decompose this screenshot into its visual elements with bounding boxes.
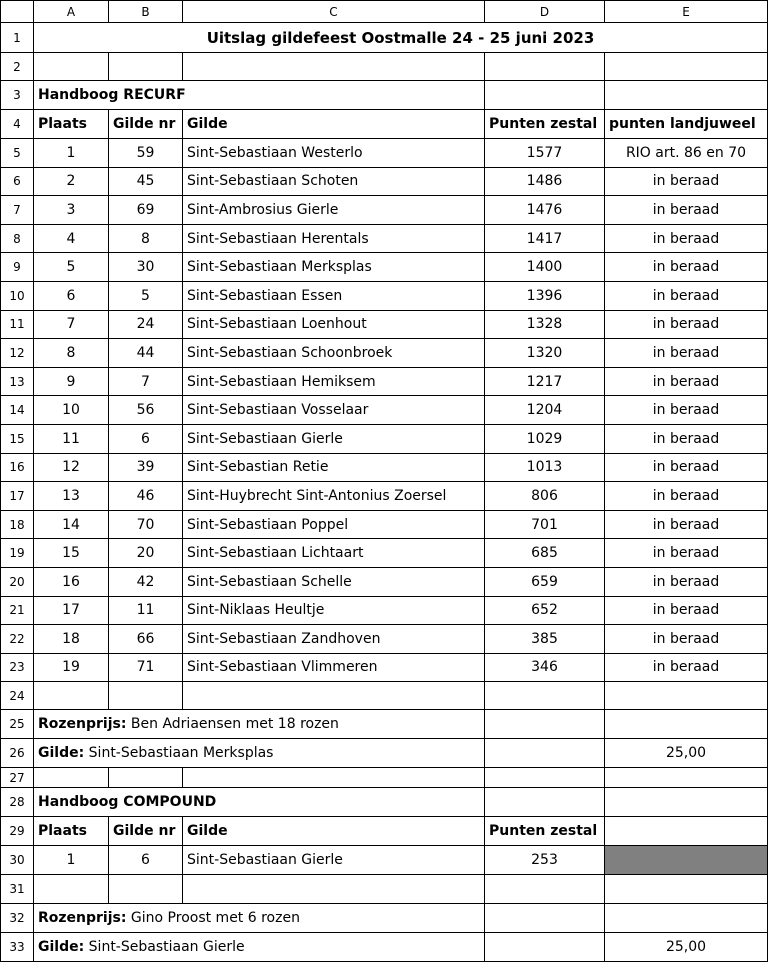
cell-gilde[interactable]: Sint-Sebastiaan Herentals (183, 224, 485, 253)
header-plaats[interactable]: Plaats (34, 817, 109, 846)
compound-gilde-cell[interactable] (34, 933, 485, 962)
cell[interactable] (485, 875, 605, 904)
recurve-header-row (1, 110, 768, 139)
sheet-row-1 (1, 23, 768, 53)
cell-punten[interactable]: 1486 (485, 167, 605, 196)
cell-plaats[interactable]: 6 (34, 281, 109, 310)
table-row (1, 253, 768, 282)
cell[interactable] (605, 768, 768, 788)
shaded-cell[interactable] (605, 846, 768, 875)
header-punten-zestal[interactable]: Punten zestal (485, 110, 605, 139)
row-number[interactable]: 29 (1, 817, 34, 846)
cell-punten[interactable]: 1217 (485, 367, 605, 396)
table-row (1, 653, 768, 682)
cell-gilde[interactable]: Sint-Sebastiaan Merksplas (183, 253, 485, 282)
cell-gilde-nr[interactable]: 6 (109, 424, 183, 453)
cell-gilde-nr[interactable]: 8 (109, 224, 183, 253)
sheet-row-28 (1, 788, 768, 817)
cell[interactable] (605, 710, 768, 739)
row-number[interactable]: 18 (1, 510, 34, 539)
header-plaats[interactable]: Plaats (34, 110, 109, 139)
cell-punten[interactable]: 1476 (485, 196, 605, 225)
cell-plaats[interactable]: 1 (34, 846, 109, 875)
cell-gilde-nr[interactable]: 6 (109, 846, 183, 875)
cell-landjuweel[interactable]: in beraad (605, 396, 768, 425)
cell-gilde-nr[interactable]: 46 (109, 482, 183, 511)
table-row (1, 167, 768, 196)
cell-gilde-nr[interactable]: 44 (109, 339, 183, 368)
cell[interactable] (485, 53, 605, 81)
cell[interactable] (109, 875, 183, 904)
sheet-row-31 (1, 875, 768, 904)
cell-gilde-nr[interactable]: 20 (109, 539, 183, 568)
cell-punten[interactable]: 1400 (485, 253, 605, 282)
cell-plaats[interactable]: 8 (34, 339, 109, 368)
cell-landjuweel[interactable]: in beraad (605, 167, 768, 196)
row-number[interactable]: 8 (1, 224, 34, 253)
cell-punten[interactable]: 1328 (485, 310, 605, 339)
cell-gilde-nr[interactable]: 66 (109, 625, 183, 654)
row-number[interactable]: 12 (1, 339, 34, 368)
row-number[interactable]: 10 (1, 281, 34, 310)
sheet-title[interactable]: Uitslag gildefeest Oostmalle 24 - 25 juni 2023 (34, 23, 768, 53)
cell-punten[interactable]: 1204 (485, 396, 605, 425)
row-number[interactable]: 9 (1, 253, 34, 282)
row-number[interactable]: 33 (1, 933, 34, 962)
cell[interactable] (605, 788, 768, 817)
cell-plaats[interactable]: 10 (34, 396, 109, 425)
cell-landjuweel[interactable]: in beraad (605, 339, 768, 368)
cell-plaats[interactable]: 5 (34, 253, 109, 282)
cell-plaats[interactable]: 13 (34, 482, 109, 511)
cell-punten[interactable]: 1320 (485, 339, 605, 368)
column-header-e[interactable]: E (605, 1, 768, 23)
table-row (1, 424, 768, 453)
column-header-b[interactable]: B (109, 1, 183, 23)
cell-landjuweel[interactable]: in beraad (605, 424, 768, 453)
cell-landjuweel[interactable]: in beraad (605, 253, 768, 282)
recurve-gilde-amount[interactable]: 25,00 (605, 739, 768, 768)
cell-gilde[interactable]: Sint-Sebastiaan Lichtaart (183, 539, 485, 568)
cell-landjuweel[interactable]: in beraad (605, 281, 768, 310)
cell-gilde-nr[interactable]: 45 (109, 167, 183, 196)
row-number[interactable]: 26 (1, 739, 34, 768)
row-number[interactable]: 2 (1, 53, 34, 81)
column-header-a[interactable]: A (34, 1, 109, 23)
cell-gilde-nr[interactable]: 69 (109, 196, 183, 225)
cell[interactable] (605, 904, 768, 933)
column-header-row (1, 1, 768, 23)
sheet-row-27 (1, 768, 768, 788)
cell-gilde-nr[interactable]: 70 (109, 510, 183, 539)
cell-punten[interactable]: 1013 (485, 453, 605, 482)
cell-gilde-nr[interactable]: 7 (109, 367, 183, 396)
cell-gilde[interactable]: Sint-Sebastiaan Westerlo (183, 139, 485, 168)
cell-gilde[interactable]: Sint-Sebastiaan Gierle (183, 846, 485, 875)
cell-gilde[interactable]: Sint-Sebastiaan Poppel (183, 510, 485, 539)
cell-punten[interactable]: 346 (485, 653, 605, 682)
row-number[interactable]: 14 (1, 396, 34, 425)
cell-landjuweel[interactable]: in beraad (605, 625, 768, 654)
cell-landjuweel[interactable]: in beraad (605, 482, 768, 511)
cell-gilde-nr[interactable]: 11 (109, 596, 183, 625)
cell-punten[interactable]: 1396 (485, 281, 605, 310)
row-number[interactable]: 30 (1, 846, 34, 875)
sheet-row-32 (1, 904, 768, 933)
table-row (1, 224, 768, 253)
cell-landjuweel[interactable]: in beraad (605, 567, 768, 596)
cell[interactable] (485, 768, 605, 788)
cell-landjuweel[interactable]: RIO art. 86 en 70 (605, 139, 768, 168)
cell-landjuweel[interactable]: in beraad (605, 196, 768, 225)
row-number[interactable]: 16 (1, 453, 34, 482)
cell-landjuweel[interactable]: in beraad (605, 224, 768, 253)
table-row (1, 846, 768, 875)
gilde-value: Sint-Sebastiaan Gierle (84, 939, 245, 956)
column-header-d[interactable]: D (485, 1, 605, 23)
cell[interactable] (485, 904, 605, 933)
table-row (1, 596, 768, 625)
gilde-label: Gilde: (38, 745, 85, 762)
compound-gilde-amount[interactable]: 25,00 (605, 933, 768, 962)
gilde-value: Sint-Sebastiaan Merksplas (84, 745, 274, 762)
table-row (1, 139, 768, 168)
cell[interactable] (183, 682, 485, 710)
cell[interactable] (109, 768, 183, 788)
cell-gilde[interactable]: Sint-Huybrecht Sint-Antonius Zoersel (183, 482, 485, 511)
row-number[interactable]: 23 (1, 653, 34, 682)
cell-gilde[interactable]: Sint-Sebastiaan Schelle (183, 567, 485, 596)
cell-punten[interactable]: 253 (485, 846, 605, 875)
rozenprijs-value: Ben Adriaensen met 18 rozen (126, 716, 339, 733)
row-number[interactable]: 1 (1, 23, 34, 53)
sheet-row-24 (1, 682, 768, 710)
cell-plaats[interactable]: 19 (34, 653, 109, 682)
cell[interactable] (605, 682, 768, 710)
cell-plaats[interactable]: 3 (34, 196, 109, 225)
cell-punten[interactable]: 385 (485, 625, 605, 654)
row-number[interactable]: 11 (1, 310, 34, 339)
sheet-row-2 (1, 53, 768, 81)
cell[interactable] (183, 875, 485, 904)
cell-plaats[interactable]: 1 (34, 139, 109, 168)
rozenprijs-value: Gino Proost met 6 rozen (126, 910, 300, 927)
cell-punten[interactable]: 659 (485, 567, 605, 596)
cell-gilde[interactable]: Sint-Sebastian Retie (183, 453, 485, 482)
table-row (1, 396, 768, 425)
row-number[interactable]: 13 (1, 367, 34, 396)
cell-plaats[interactable]: 12 (34, 453, 109, 482)
cell-punten[interactable]: 1577 (485, 139, 605, 168)
recurve-results (1, 139, 768, 682)
cell-punten[interactable]: 652 (485, 596, 605, 625)
cell-gilde[interactable]: Sint-Sebastiaan Vosselaar (183, 396, 485, 425)
row-number[interactable]: 19 (1, 539, 34, 568)
cell[interactable] (605, 53, 768, 81)
row-number[interactable]: 5 (1, 139, 34, 168)
table-row (1, 539, 768, 568)
cell[interactable] (34, 53, 109, 81)
row-number[interactable]: 32 (1, 904, 34, 933)
header-gilde-nr[interactable]: Gilde nr (109, 817, 183, 846)
table-row (1, 482, 768, 511)
cell-gilde-nr[interactable]: 42 (109, 567, 183, 596)
cell-plaats[interactable]: 15 (34, 539, 109, 568)
table-row (1, 367, 768, 396)
cell[interactable] (485, 682, 605, 710)
cell-gilde[interactable]: Sint-Sebastiaan Schoonbroek (183, 339, 485, 368)
cell[interactable] (485, 710, 605, 739)
sheet-row-25 (1, 710, 768, 739)
cell[interactable] (605, 81, 768, 110)
row-number[interactable]: 17 (1, 482, 34, 511)
row-number[interactable]: 21 (1, 596, 34, 625)
rozenprijs-label: Rozenprijs: (38, 910, 127, 927)
sheet-row-26 (1, 739, 768, 768)
cell-plaats[interactable]: 17 (34, 596, 109, 625)
cell-plaats[interactable]: 9 (34, 367, 109, 396)
table-row (1, 196, 768, 225)
header-gilde[interactable]: Gilde (183, 817, 485, 846)
table-row (1, 567, 768, 596)
cell[interactable] (605, 817, 768, 846)
cell-gilde-nr[interactable]: 71 (109, 653, 183, 682)
row-number[interactable]: 27 (1, 768, 34, 788)
header-punten-zestal[interactable]: Punten zestal (485, 817, 605, 846)
cell-landjuweel[interactable]: in beraad (605, 453, 768, 482)
cell-punten[interactable]: 806 (485, 482, 605, 511)
cell-gilde[interactable]: Sint-Sebastiaan Schoten (183, 167, 485, 196)
cell-landjuweel[interactable]: in beraad (605, 596, 768, 625)
cell-punten[interactable]: 1417 (485, 224, 605, 253)
cell-gilde-nr[interactable]: 59 (109, 139, 183, 168)
cell-gilde-nr[interactable]: 30 (109, 253, 183, 282)
cell[interactable] (183, 768, 485, 788)
cell-gilde[interactable]: Sint-Sebastiaan Essen (183, 281, 485, 310)
cell[interactable] (485, 933, 605, 962)
cell-gilde-nr[interactable]: 24 (109, 310, 183, 339)
cell-plaats[interactable]: 7 (34, 310, 109, 339)
cell-gilde[interactable]: Sint-Sebastiaan Zandhoven (183, 625, 485, 654)
row-number[interactable]: 28 (1, 788, 34, 817)
cell-landjuweel[interactable]: in beraad (605, 367, 768, 396)
cell[interactable] (34, 768, 109, 788)
gilde-label: Gilde: (38, 939, 85, 956)
cell-plaats[interactable]: 11 (34, 424, 109, 453)
cell[interactable] (485, 81, 605, 110)
header-punten-landjuweel[interactable]: punten landjuweel (605, 110, 768, 139)
table-row (1, 310, 768, 339)
cell-punten[interactable]: 1029 (485, 424, 605, 453)
cell-landjuweel[interactable]: in beraad (605, 510, 768, 539)
cell[interactable] (485, 788, 605, 817)
sheet-row-33 (1, 933, 768, 962)
cell-gilde-nr[interactable]: 56 (109, 396, 183, 425)
row-number[interactable]: 3 (1, 81, 34, 110)
cell[interactable] (605, 875, 768, 904)
cell[interactable] (183, 53, 485, 81)
cell-plaats[interactable]: 14 (34, 510, 109, 539)
header-gilde[interactable]: Gilde (183, 110, 485, 139)
row-number[interactable]: 22 (1, 625, 34, 654)
cell[interactable] (34, 875, 109, 904)
table-row (1, 625, 768, 654)
select-all-corner[interactable] (1, 1, 34, 23)
column-header-c[interactable]: C (183, 1, 485, 23)
cell-gilde[interactable]: Sint-Sebastiaan Gierle (183, 424, 485, 453)
cell-gilde[interactable]: Sint-Sebastiaan Hemiksem (183, 367, 485, 396)
cell-plaats[interactable]: 4 (34, 224, 109, 253)
cell-landjuweel[interactable]: in beraad (605, 539, 768, 568)
recurve-section-label[interactable]: Handboog RECURF (34, 81, 485, 110)
cell-gilde[interactable]: Sint-Sebastiaan Vlimmeren (183, 653, 485, 682)
compound-section-label[interactable]: Handboog COMPOUND (34, 788, 485, 817)
cell-gilde[interactable]: Sint-Niklaas Heultje (183, 596, 485, 625)
cell-gilde-nr[interactable]: 5 (109, 281, 183, 310)
table-row (1, 281, 768, 310)
row-number[interactable]: 6 (1, 167, 34, 196)
cell-gilde-nr[interactable]: 39 (109, 453, 183, 482)
row-number[interactable]: 31 (1, 875, 34, 904)
header-gilde-nr[interactable]: Gilde nr (109, 110, 183, 139)
cell-gilde[interactable]: Sint-Ambrosius Gierle (183, 196, 485, 225)
cell[interactable] (34, 682, 109, 710)
cell-landjuweel[interactable]: in beraad (605, 653, 768, 682)
table-row (1, 339, 768, 368)
row-number[interactable]: 20 (1, 567, 34, 596)
cell-gilde[interactable]: Sint-Sebastiaan Loenhout (183, 310, 485, 339)
rozenprijs-label: Rozenprijs: (38, 716, 127, 733)
cell[interactable] (109, 53, 183, 81)
cell[interactable] (109, 682, 183, 710)
cell-punten[interactable]: 701 (485, 510, 605, 539)
sheet-row-3 (1, 81, 768, 110)
row-number[interactable]: 25 (1, 710, 34, 739)
cell-plaats[interactable]: 16 (34, 567, 109, 596)
cell-plaats[interactable]: 18 (34, 625, 109, 654)
row-number[interactable]: 7 (1, 196, 34, 225)
compound-header-row (1, 817, 768, 846)
table-row (1, 453, 768, 482)
row-number[interactable]: 15 (1, 424, 34, 453)
recurve-gilde-cell[interactable] (34, 739, 485, 768)
row-number[interactable]: 24 (1, 682, 34, 710)
cell-punten[interactable]: 685 (485, 539, 605, 568)
compound-rozenprijs-cell[interactable] (34, 904, 485, 933)
cell-plaats[interactable]: 2 (34, 167, 109, 196)
recurve-rozenprijs-cell[interactable] (34, 710, 485, 739)
row-number[interactable]: 4 (1, 110, 34, 139)
table-row (1, 510, 768, 539)
cell[interactable] (485, 739, 605, 768)
cell-landjuweel[interactable]: in beraad (605, 310, 768, 339)
